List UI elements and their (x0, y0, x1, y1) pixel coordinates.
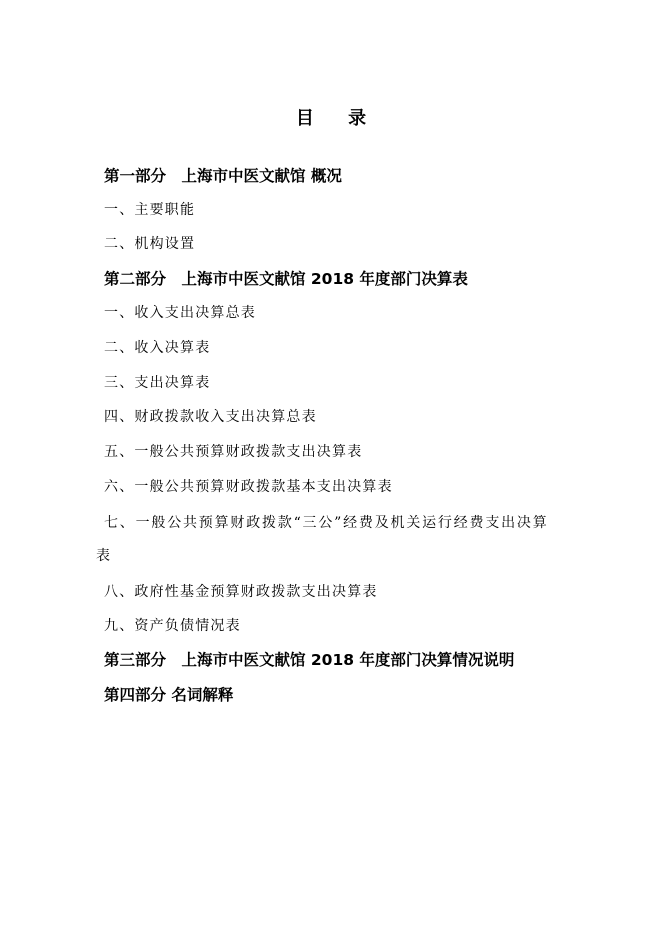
title-char-1: 目 (295, 108, 314, 129)
toc-item: 一、收入支出决算总表 (104, 305, 256, 321)
toc-item: 二、收入决算表 (104, 340, 211, 356)
toc-item-continuation: 表 (96, 548, 110, 564)
toc-item: 八、政府性基金预算财政拨款支出决算表 (104, 584, 378, 600)
toc-item: 七、一般公共预算财政拨款“三公”经费及机关运行经费支出决算 (104, 515, 549, 531)
title-char-2: 录 (348, 108, 367, 129)
toc-part-4: 第四部分 名词解释 (104, 686, 234, 704)
toc-item: 三、支出决算表 (104, 375, 211, 391)
page-title (0, 104, 662, 130)
toc-part-1: 第一部分 上海市中医文献馆 概况 (104, 167, 342, 185)
toc-part-3: 第三部分 上海市中医文献馆 2018 年度部门决算情况说明 (104, 651, 515, 669)
toc-item: 五、一般公共预算财政拨款支出决算表 (104, 444, 363, 460)
toc-item: 一、主要职能 (104, 202, 196, 218)
toc-item: 四、财政拨款收入支出决算总表 (104, 409, 317, 425)
toc-item: 二、机构设置 (104, 236, 196, 252)
toc-part-2: 第二部分 上海市中医文献馆 2018 年度部门决算表 (104, 270, 468, 288)
toc-item: 九、资产负债情况表 (104, 618, 241, 634)
toc-item: 六、一般公共预算财政拨款基本支出决算表 (104, 479, 393, 495)
